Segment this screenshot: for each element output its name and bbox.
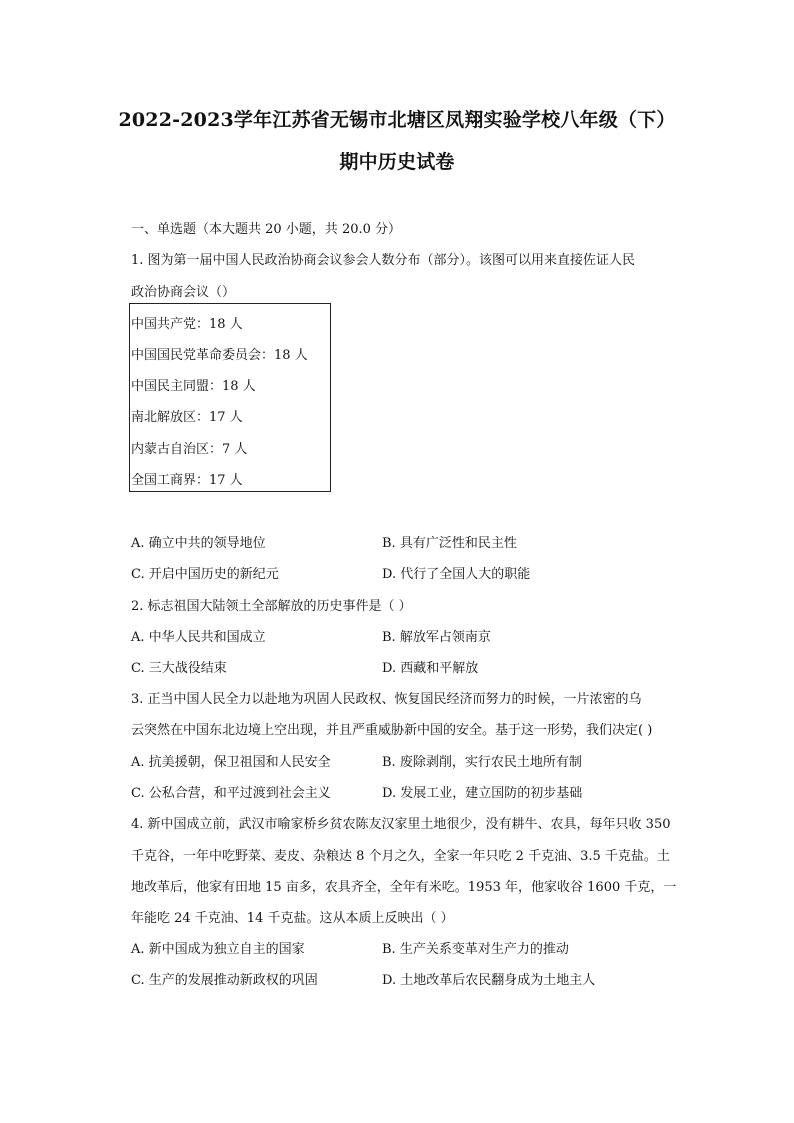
question-3-option-b: B. 废除剥削，实行农民土地所有制 — [382, 755, 582, 770]
section-heading: 一、单选题（本大题共 20 小题，共 20.0 分） — [131, 222, 402, 237]
table-row: 中国共产党：18 人 — [131, 317, 243, 332]
table-row: 中国民主同盟：18 人 — [131, 379, 256, 394]
question-2-option-c: C. 三大战役结束 — [131, 661, 227, 676]
table-row: 内蒙古自治区：7 人 — [131, 442, 248, 457]
question-1-option-b: B. 具有广泛性和民主性 — [382, 536, 517, 551]
question-2-option-d: D. 西藏和平解放 — [382, 661, 479, 676]
delegate-distribution-table — [129, 303, 331, 492]
question-4-text-line1: 4. 新中国成立前，武汉市喻家桥乡贫农陈友汉家里土地很少，没有耕牛、农具，每年只收 350 — [131, 817, 671, 832]
question-4-option-c: C. 生产的发展推动新政权的巩固 — [131, 973, 318, 988]
question-3-text-line2: 云突然在中国东北边境上空出现，并且严重威胁新中国的安全。基于这一形势，我们决定( ) — [131, 723, 653, 738]
question-1-option-d: D. 代行了全国人大的职能 — [382, 567, 531, 582]
question-4-text-line4: 年能吃 24 千克油、14 千克盐。这从本质上反映出（ ） — [131, 911, 454, 926]
question-1-option-a: A. 确立中共的领导地位 — [131, 536, 266, 551]
question-2-option-b: B. 解放军占领南京 — [382, 630, 491, 645]
question-4-text-line2: 千克谷，一年中吃野菜、麦皮、杂粮达 8 个月之久，全家一年只吃 2 千克油、3.5 千克盐。土 — [131, 849, 670, 864]
question-2-option-a: A. 中华人民共和国成立 — [131, 630, 266, 645]
table-row: 南北解放区：17 人 — [131, 410, 243, 425]
question-3-text-line1: 3. 正当中国人民全力以赴地为巩固人民政权、恢复国民经济而努力的时候，一片浓密的乌 — [131, 692, 642, 707]
question-4-option-b: B. 生产关系变革对生产力的推动 — [382, 942, 569, 957]
question-3-option-a: A. 抗美援朝，保卫祖国和人民安全 — [131, 755, 331, 770]
exam-title-line1: 2022-2023学年江苏省无锡市北塘区凤翔实验学校八年级（下） — [118, 109, 676, 131]
question-3-option-d: D. 发展工业，建立国防的初步基础 — [382, 786, 583, 801]
question-3-option-c: C. 公私合营，和平过渡到社会主义 — [131, 786, 331, 801]
question-1-text-line1: 1. 图为第一届中国人民政治协商会议参会人数分布（部分）。该图可以用来直接佐证人民 — [131, 253, 636, 268]
question-4-option-a: A. 新中国成为独立自主的国家 — [131, 942, 305, 957]
question-1-text-line2: 政治协商会议（） — [131, 285, 236, 300]
question-1-option-c: C. 开启中国历史的新纪元 — [131, 567, 279, 582]
table-row: 中国国民党革命委员会：18 人 — [131, 348, 308, 363]
question-4-option-d: D. 土地改革后农民翻身成为土地主人 — [382, 973, 596, 988]
question-2-text: 2. 标志祖国大陆领土全部解放的历史事件是（ ） — [131, 599, 412, 614]
table-row: 全国工商界：17 人 — [131, 473, 243, 488]
question-4-text-line3: 地改革后，他家有田地 15 亩多，农具齐全，全年有米吃。1953 年，他家收谷 1600 千克，一 — [131, 880, 677, 895]
exam-title-line2: 期中历史试卷 — [339, 151, 455, 173]
